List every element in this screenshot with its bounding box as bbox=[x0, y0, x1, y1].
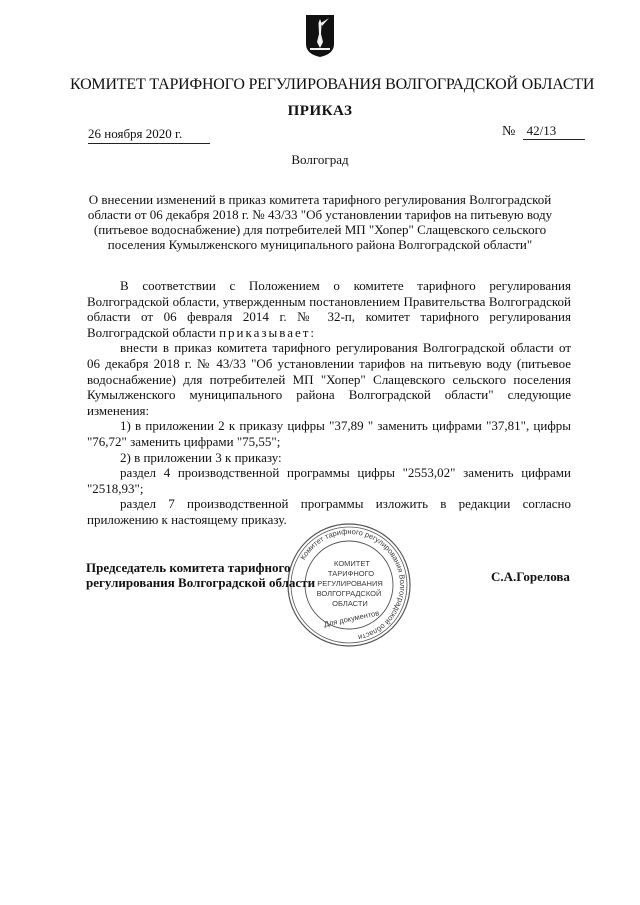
signatory-title: Председатель комитета тарифного регулирования Волгоградской области bbox=[86, 560, 316, 590]
document-number-block bbox=[502, 123, 585, 140]
seal-center-line-4: ВОЛГОГРАДСКОЙ bbox=[316, 589, 382, 598]
document-date: 26 ноября 2020 г. bbox=[88, 126, 210, 144]
number-sign: № bbox=[502, 124, 516, 139]
signatory-name: С.А.Горелова bbox=[491, 569, 570, 584]
body-paragraph-3: 2) в приложении 3 к приказу: bbox=[120, 449, 282, 465]
coat-of-arms-icon bbox=[305, 14, 335, 58]
document-number: 42/13 bbox=[523, 123, 585, 140]
seal-center-line-5: ОБЛАСТИ bbox=[332, 599, 368, 608]
seal-center-line-2: ТАРИФНОГО bbox=[327, 569, 375, 578]
body-paragraph-2: 1) в приложении 2 к приказу цифры "37,89 " заменить цифрами "37,81", цифры "76,72" заменить цифрами "75,55"; bbox=[87, 418, 571, 449]
seal-bottom-text: Для документов bbox=[323, 608, 380, 629]
body-paragraph-5: раздел 7 производственной программы изложить в редакции согласно приложению к настоящему приказу. bbox=[87, 496, 571, 527]
body-intro: В соответствии с Положением о комитете тарифного регулирования Волгоградской области, утвержденным постановлением Правительства Волгоградской области от 06 февраля 2014 г. № 32-п, комитет тарифного регулирования Волгоградской области приказывает: bbox=[87, 278, 571, 340]
document-body bbox=[87, 278, 571, 528]
organization-title: КОМИТЕТ ТАРИФНОГО РЕГУЛИРОВАНИЯ ВОЛГОГРАДСКОЙ ОБЛАСТИ bbox=[70, 76, 595, 93]
seal-center-line-1: КОМИТЕТ bbox=[334, 559, 370, 568]
order-verb: приказывает: bbox=[219, 324, 317, 340]
document-subject: О внесении изменений в приказ комитета тарифного регулирования Волгоградской области от 06 декабря 2018 г. № 43/33 "Об установлении тарифов на питьевую воду (питьевое водоснабжение) для потребителей МП "Хопер" Слащевского сельского поселения Кумылженского муниципального района Волгоградской области" bbox=[87, 192, 553, 252]
city: Волгоград bbox=[291, 152, 349, 167]
seal-ring-text: Комитет тарифного регулирования Волгоградской области bbox=[298, 526, 408, 643]
seal-center-line-3: РЕГУЛИРОВАНИЯ bbox=[317, 579, 383, 588]
body-paragraph-4: раздел 4 производственной программы цифры "2553,02" заменить цифрами "2518,93"; bbox=[87, 465, 571, 496]
body-paragraph-1: внести в приказ комитета тарифного регулирования Волгоградской области от 06 декабря 2018 г. № 43/33 "Об установлении тарифов на питьевую воду (питьевое водоснабжение) для потребителей МП "Хопер" Слащевского сельского поселения Кумылженского муниципального района Волгоградской области" следующие изменения: bbox=[87, 340, 571, 418]
document-type: ПРИКАЗ bbox=[287, 103, 353, 119]
